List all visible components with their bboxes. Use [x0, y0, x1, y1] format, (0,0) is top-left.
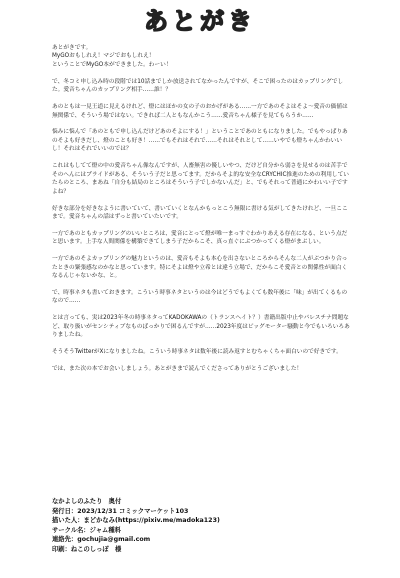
afterword-paragraph: 一方であのそよカップリングの魅力というのは、愛音もそよも本心を出さないところからそんな二人がぶつかり合ったときの緊張感なのかなと思っています。特にそよは燈や立希とは違う立場で、だからこそ愛音との関係性が面白くなるんじゃないかな、と。	[52, 256, 348, 280]
colophon-value: 2023/12/31 コミックマーケット103	[77, 507, 189, 515]
afterword-paragraph: そうそうTwitterがXになりましたね。こういう時事ネタは数年後に読み返すとむちゃくちゃ面白いので好きです。	[52, 349, 342, 356]
afterword-paragraph: で、冬コミ申し込み時の段階では10話までしか放送されてなかったんですが、そこで困ったのはカップリングでした。愛音ちゃんのカップリング相手……誰！？	[52, 78, 344, 94]
afterword-paragraph: とは言っても、実は2023年冬の時事ネタってKADOKAWAの（トランスヘイト？）書籍出版中止やパレスチナ問題など、取り扱いがセンシティブなものばっかりで困るんですが……2023年度はビッグモーター騒動と今でもいろいろありましたね。	[52, 315, 350, 339]
colophon-value: ジャム種料	[89, 526, 121, 534]
colophon-row-contact: 連絡先：gochujia@gmail.com	[52, 536, 151, 544]
colophon-row-printer: 印刷：ねこのしっぽ 様	[52, 545, 122, 553]
afterword-paragraph: これはもしてて燈の中の愛音ちゃん像なんですが、人畜無害の優しいやつ、だけど自分から弱さを見せるのは苦手でそのへんにはプライドがある、そういう子だと思ってます。だからそよ的な安全なCRYCHIC推進のための利用していたらのところ、まあね「自分も結局のところはそういう子でしかないんだ」と、でもそれって普通にかわいい子ですよね？	[52, 163, 349, 195]
afterword-paragraph: 好きな部分を好きなように書いていて、書いていくとなんかもっとこう無限に書ける気がしてきたけれど、一旦ここまで。愛音ちゃんの話はずっと書いていたいです。	[52, 205, 348, 220]
colophon-row-circle: サークル名：ジャム種料	[52, 526, 121, 534]
afterword-paragraph: MyGOおもしれえ！マジでおもしれえ！	[52, 53, 155, 60]
colophon-value: gochujia@gmail.com	[77, 536, 151, 544]
afterword-paragraph: 悩みに悩んで「あのともで申し込んだけどあのそよにする！」ということであのともになりました。でもやっぱりあのそよも好きだし、燈のことも好き！……でもそれはそれで……それはそれとして……いやでも燈ちゃんかわいいし！それはそれでいいのでは？	[52, 129, 348, 153]
colophon-label: 印刷	[52, 545, 65, 553]
afterword-paragraph: 一方であのともカップリングのいいところは、愛音にとって燈が唯一まっすぐわかりあえる存在になる、という点だと思います。上手な人間関係を構築できてしまう子だからこそ、真っ直ぐにぶつかってくる燈がまぶしい。	[52, 230, 348, 246]
colophon-label: 発行日	[52, 507, 71, 515]
colophon	[52, 497, 352, 555]
page-title: あとがき	[144, 7, 256, 35]
afterword-paragraph: で、時事ネタも書いておきます。こういう時事ネタというのは今はどうでもよくても数年後に「味」が出てくるものなので……	[52, 290, 348, 305]
colophon-heading: なかよしのふたり 奥付	[52, 498, 122, 505]
colophon-value: ねこのしっぽ 様	[70, 545, 122, 553]
afterword-paragraph: では、また次の本でお会いしましょう。あとがきまで読んでくださってありがとうございました！	[52, 366, 303, 373]
afterword-paragraph: あのともは一見王道に見えるけれど、燈にはほかの女の子のおかげがある……一方であのそよはそよ〜愛音の価値は無関係で、そういう場ではない。できれば二人ともなんかこう……愛音ちゃん様子を見てもらうか……	[52, 104, 348, 119]
colophon-value: まどかなみ(https://pixiv.me/madoka123)	[83, 517, 220, 525]
colophon-label: 描いた人	[52, 517, 78, 525]
afterword-paragraph: あとがきです。	[52, 45, 92, 51]
colophon-label: サークル名	[52, 526, 84, 534]
afterword-body	[52, 44, 352, 374]
colophon-row-author: 描いた人：まどかなみ(https://pixiv.me/madoka123)	[52, 517, 220, 525]
afterword-paragraph: ということでMyGO本ができました。わーい！	[52, 61, 172, 68]
colophon-row-date: 発行日：2023/12/31 コミックマーケット103	[52, 507, 189, 515]
colophon-label: 連絡先	[52, 536, 71, 544]
page-title-wrap	[0, 6, 400, 36]
